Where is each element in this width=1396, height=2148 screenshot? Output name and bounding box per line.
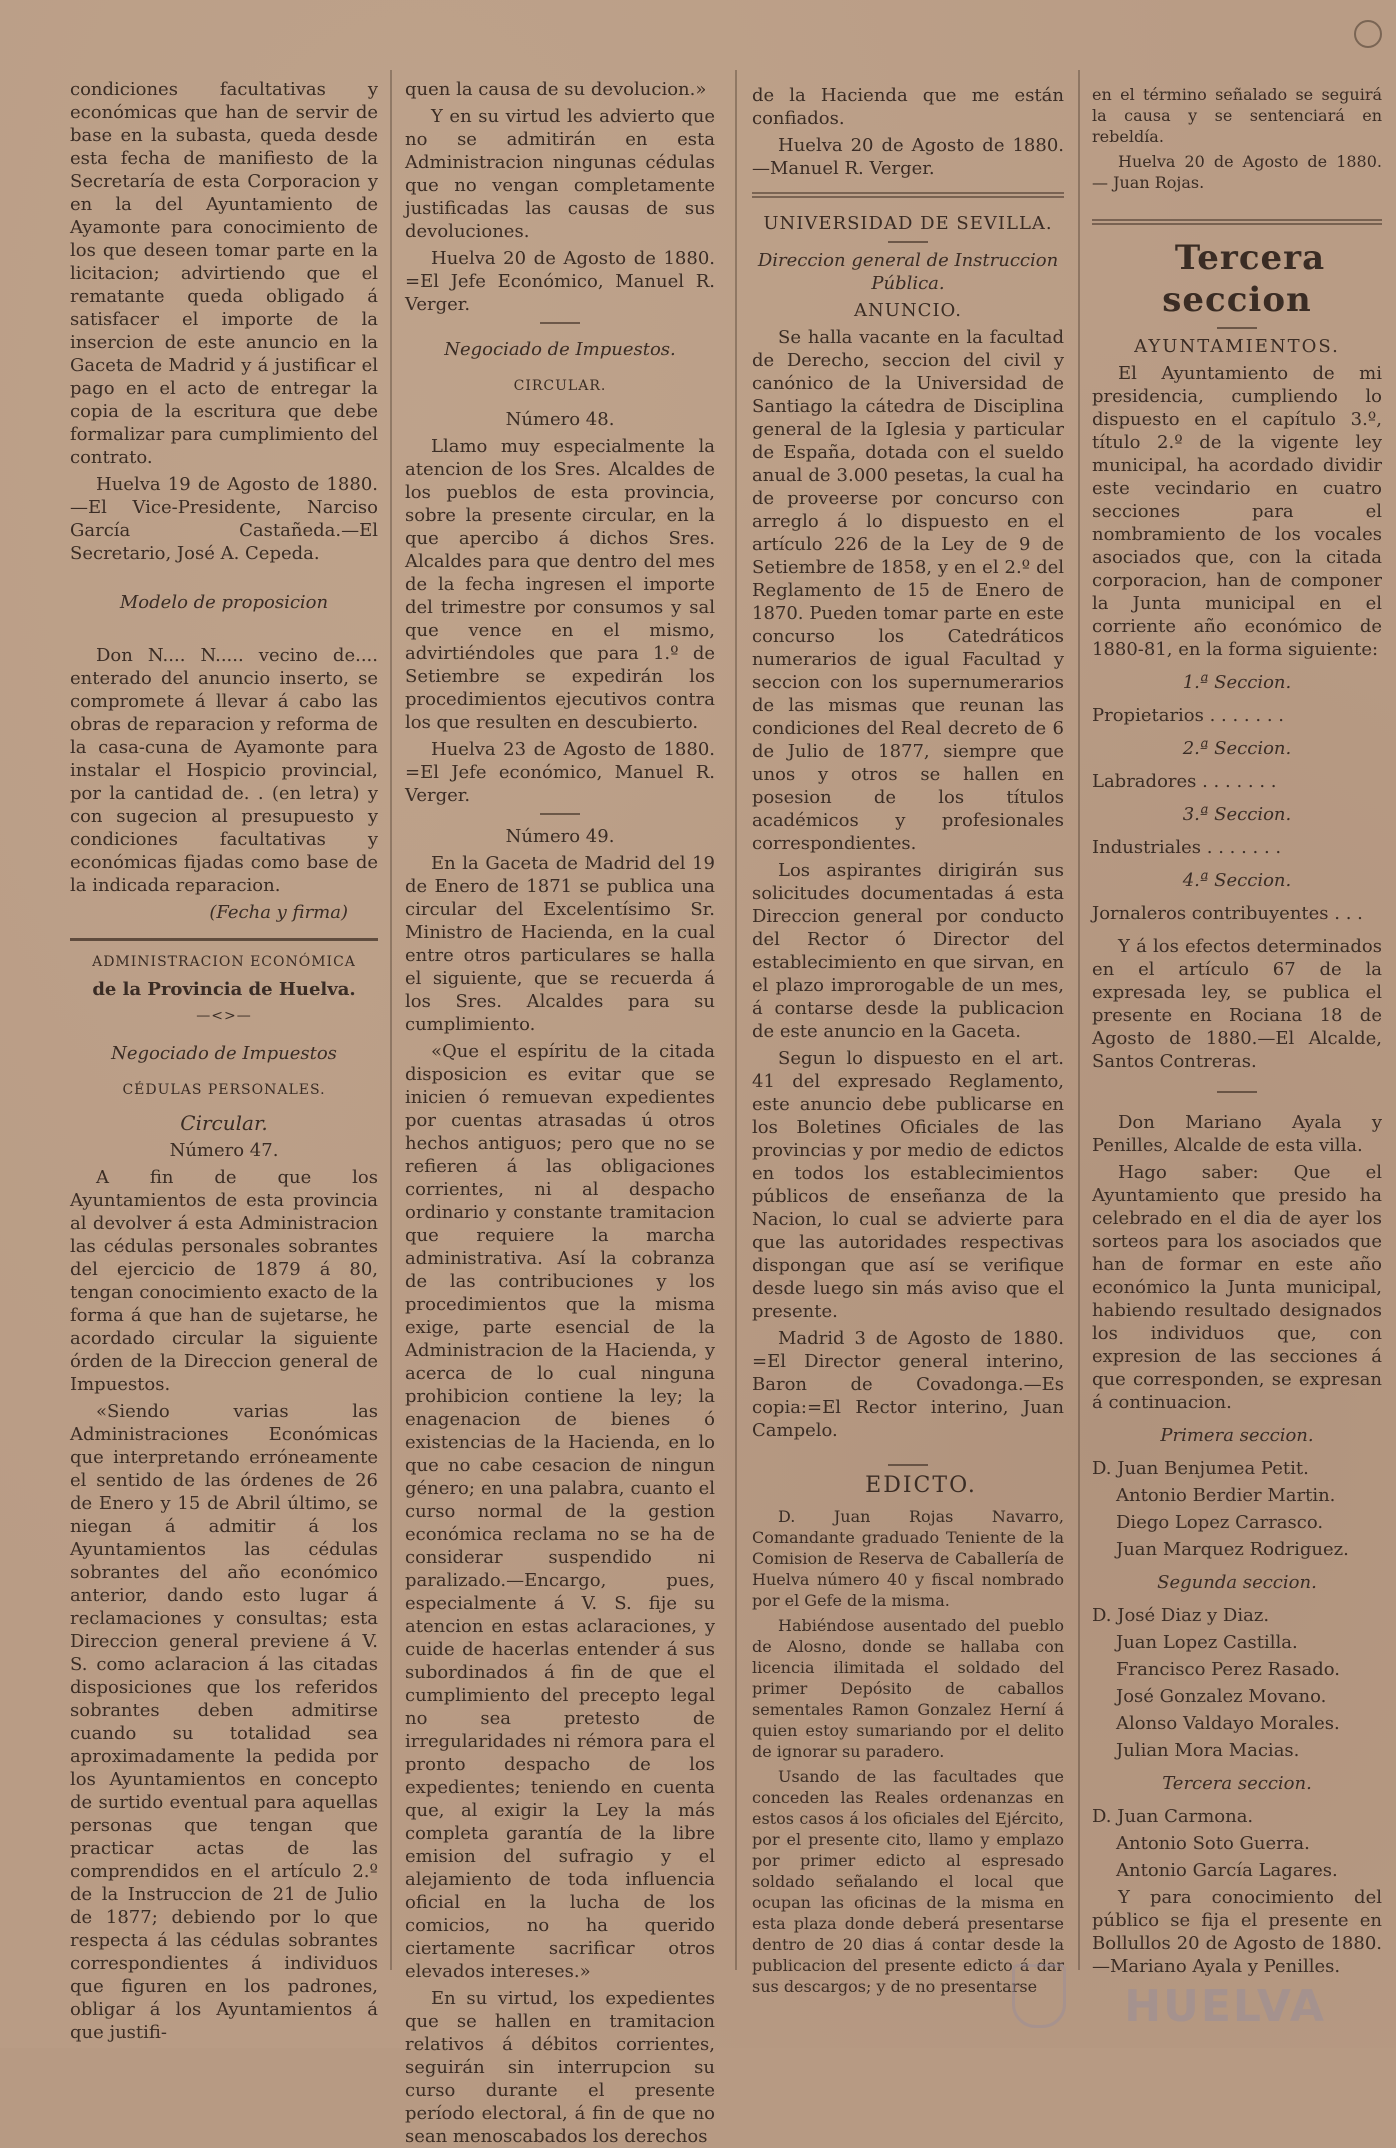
column-4 [1092, 84, 1382, 2034]
section-heading: ADMINISTRACION ECONÓMICA [92, 954, 356, 970]
list-item: Alonso Valdayo Morales. [1116, 1713, 1340, 1734]
section-label: Segunda seccion. [1157, 1572, 1317, 1593]
section-heading: Modelo de proposicion [119, 592, 329, 613]
paragraph: D. Juan Rojas Navarro, Comandante graduado Teniente de la Comision de Reserva de Caballería de Huelva número 40 y fiscal nombrado por el Gefe de la misma. [752, 1507, 1064, 1610]
list-item: Juan Marquez Rodriguez. [1116, 1539, 1349, 1560]
paragraph: A fin de que los Ayuntamientos de esta provincia al devolver á esta Administracion las cédulas personales sobrantes del ejercicio de 1879 á 80, tengan conocimiento exacto de la forma á que han de sujetarse, he acordado circular la siguiente órden de la Direccion general de Impuestos. [70, 1167, 378, 1395]
section-subheading: Direccion general de Instruccion Pública. [757, 250, 1059, 294]
section-heading: Negociado de Impuestos [111, 1043, 337, 1064]
list-item: Antonio García Lagares. [1116, 1860, 1338, 1881]
column-rule [1078, 70, 1080, 1970]
column-3 [752, 84, 1064, 2034]
section-heading: CÉDULAS PERSONALES. [122, 1082, 326, 1098]
section-subheading: de la Provincia de Huelva. [92, 979, 356, 1000]
signature-paragraph: Huelva 20 de Agosto de 1880. — Juan Rojas. [1092, 152, 1382, 192]
list-item: D. Juan Carmona. [1092, 1806, 1254, 1827]
paragraph: Y en su virtud les advierto que no se admitirán en esta Administracion ningunas cédulas que no vengan completamente justificadas las causas de sus devoluciones. [405, 106, 715, 242]
section-label: 2.ª Seccion. [1182, 738, 1292, 759]
section-entry: Labradores . . . . . . . [1092, 771, 1277, 792]
list-item: D. Juan Benjumea Petit. [1092, 1458, 1309, 1479]
paragraph: «Que el espíritu de la citada disposicion es evitar que se inicien ó remuevan expedientes por cuentas atrasadas ú otros hechos antiguos; pero que no se refieren á las obligaciones corrientes, ni al despacho ordinario y constante tramitacion que requiere la marcha administrativa. Así la cobranza de las contribuciones y los procedimientos que la misma exige, parte esencial de la Administracion de la Hacienda, y acerca de lo cual ninguna prohibicion contiene la ley; la enagenacion de bienes ó existencias de la Hacienda, en lo que no cabe cesacion de ningun género; en una palabra, cuanto el curso normal de la gestion económica reclama no se ha de considerar suspendido ni paralizado.—Encargo, pues, especialmente á V. S. fije su atencion en estas aclaraciones, y cuide de hacerlas entender á sus subordinados á fin de que el cumplimiento del precepto legal no sea pretesto de irregularidades ni rémora para el pronto despacho de los expedientes; teniendo en cuenta que, al exigir la Ley la más completa garantía de la libre emision del sufragio y el alejamiento de toda influencia oficial en la lucha de los comicios, no ha querido ciertamente sacrificar otros elevados intereses.» [405, 1041, 715, 1982]
section-heading: EDICTO. [865, 1473, 977, 1498]
short-rule [1217, 1091, 1257, 1093]
paragraph: Hago saber: Que el Ayuntamiento que presido ha celebrado en el dia de ayer los sorteos para los asociados que han de formar en este año económico la Junta municipal, habiendo resultado designados los individuos que, con expresion de las secciones á que corresponden, se expresan á continuacion. [1092, 1162, 1382, 1413]
section-heading: CIRCULAR. [513, 378, 607, 394]
page-section-title: Tercera seccion [1162, 238, 1326, 320]
paragraph: En la Gaceta de Madrid del 19 de Enero de 1871 se publica una circular del Excelentísimo Sr. Ministro de Hacienda, en la cual entre otros particulares se halla el siguiente, que se recuerda á los Sres. Alcaldes para su cumplimiento. [405, 853, 715, 1035]
edict-body [752, 1506, 1064, 1997]
section-entry: Industriales . . . . . . . [1092, 837, 1282, 858]
list-item: Juan Lopez Castilla. [1116, 1632, 1298, 1653]
signature-paragraph: Huelva 20 de Agosto de 1880. =El Jefe Económico, Manuel R. Verger. [405, 248, 715, 315]
paragraph: Los aspirantes dirigirán sus solicitudes documentadas á esta Direccion general por conducto del Rector ó Director del establecimiento en que sirvan, en el plazo improrogable de un mes, á contarse desde la publicacion de este anuncio en la Gaceta. [752, 860, 1064, 1042]
list-item: Julian Mora Macias. [1116, 1740, 1300, 1761]
short-rule [540, 813, 580, 815]
section-heading: UNIVERSIDAD DE SEVILLA. [763, 213, 1053, 234]
divider [1092, 219, 1382, 225]
ornament: —<>— [196, 1008, 252, 1024]
paragraph: Don Mariano Ayala y Penilles, Alcalde de esta villa. [1092, 1112, 1382, 1156]
short-rule [1217, 327, 1257, 329]
paragraph: Llamo muy especialmente la atencion de los Sres. Alcaldes de los pueblos de esta provincia, sobre la presente circular, en la que apercibo á dichos Sres. Alcaldes para que dentro del mes de la fecha ingresen el importe del trimestre por consumos y sal que vence en el mismo, advirtiéndoles que para 1.º de Setiembre se expedirán los procedimientos ejecutivos contra los que resulten en descubierto. [405, 436, 715, 733]
signature-paragraph: Madrid 3 de Agosto de 1880. =El Director general interino, Baron de Covadonga.—Es copia:=El Rector interino, Juan Campelo. [752, 1328, 1064, 1441]
section-number: Número 47. [169, 1140, 279, 1161]
paragraph: en el término señalado se seguirá la causa y se sentenciará en rebeldía. [1092, 85, 1382, 146]
page-corner-mark [1354, 20, 1382, 48]
paragraph: Se halla vacante en la facultad de Derecho, seccion del civil y canónico de la Universidad de Santiago la cátedra de Disciplina general de la Iglesia y particular de España, dotada con el sueldo anual de 3.000 pesetas, la cual ha de proveerse por concurso con arreglo á lo dispuesto en el artículo 226 de la Ley de 9 de Setiembre de 1858, y en el 2.º del Reglamento de 15 de Enero de 1870. Pueden tomar parte en este concurso los Catedráticos numerarios de igual Facultad y seccion con los supernumerarios de las mismas que reunan las condiciones del Real decreto de 6 de Julio de 1877, siempre que unos y otros se hallen en posesion de los títulos académicos y profesionales correspondientes. [752, 327, 1064, 854]
paragraph: quen la causa de su devolucion.» [405, 79, 707, 100]
paragraph: Usando de las facultades que conceden las Reales ordenanzas en estos casos á los oficiales del Ejército, por el presente cito, llamo y emplazo por primer edicto al espresado soldado señalando el local que ocupan las oficinas de la misma en esta plaza donde deberá presentarse dentro de 20 dias á contar desde la publicacion del presente edicto á dar sus descargos; y de no presentarse [752, 1767, 1064, 1996]
column-rule [735, 70, 737, 1970]
section-label: Tercera seccion. [1162, 1773, 1312, 1794]
paragraph: condiciones facultativas y económicas que han de servir de base en la subasta, queda desde esta fecha de manifiesto de la Secretaría de esta Corporacion y en la del Ayuntamiento de Ayamonte para conocimiento de los que deseen tomar parte en la licitacion; advirtiendo que el rematante queda obligado á satisfacer el importe de la insercion de este anuncio en la Gaceta de Madrid y á justificar el pago en el acto de entregar la copia de la escritura que debe formalizar para cumplimiento del contrato. [70, 79, 378, 468]
paragraph: Y para conocimiento del público se fija el presente en Bollullos 20 de Agosto de 1880.—Mariano Ayala y Penilles. [1092, 1887, 1382, 1977]
paragraph: En su virtud, los expedientes que se hallen en tramitacion relativos á débitos corrientes, seguirán sin interrupcion su curso durante el presente período electoral, á fin de que no sean menoscabados los derechos [405, 1988, 715, 2147]
section-label: 3.ª Seccion. [1182, 804, 1292, 825]
list-item: Diego Lopez Carrasco. [1116, 1512, 1324, 1533]
section-label: 4.ª Seccion. [1182, 870, 1292, 891]
paragraph: de la Hacienda que me están confiados. [752, 85, 1064, 129]
list-item: Francisco Perez Rasado. [1116, 1659, 1340, 1680]
short-rule [888, 1464, 928, 1466]
signature-note: (Fecha y firma) [209, 902, 348, 923]
paragraph: «Siendo varias las Administraciones Económicas que interpretando erróneamente el sentido de las órdenes de 26 de Enero y 15 de Abril último, se niegan á admitir á los Ayuntamientos las cédulas sobrantes del año económico anterior, dando esto lugar á reclamaciones y consultas; esta Direccion general previene á V. S. como aclaracion á las citadas disposiciones que los referidos sobrantes deben admitirse cuando su totalidad sea aproximadamente la pedida por los Ayuntamientos en concepto de surtido eventual para aquellas personas que tengan que practicar actas de las comprendidos en el artículo 2.º de la Instruccion de 21 de Julio de 1877; debiendo por lo que respecta á las cédulas sobrantes correspondientes á individuos que figuren en los padrones, obligar á los Ayuntamientos á que justifi- [70, 1401, 378, 2043]
column-1 [70, 78, 378, 2043]
section-label: Primera seccion. [1160, 1425, 1314, 1446]
signature-paragraph: Huelva 20 de Agosto de 1880. —Manuel R. Verger. [752, 135, 1064, 179]
watermark: HUELVA [1124, 1981, 1326, 2032]
paragraph: El Ayuntamiento de mi presidencia, cumpliendo lo dispuesto en el capítulo 3.º, título 2.º de la vigente ley municipal, ha acordado dividir este vecindario en cuatro secciones para el nombramiento de los vocales asociados que, con la citada corporacion, han de componer la Junta municipal en el corriente año económico de 1880-81, en la forma siguiente: [1092, 363, 1382, 660]
short-rule [888, 241, 928, 243]
paragraph: Habiéndose ausentado del pueblo de Alosno, donde se hallaba con licencia ilimitada el soldado del primer Depósito de caballos sementales Ramon Gonzalez Herní á quien estoy sumariando por el delito de ignorar su paradero. [752, 1616, 1064, 1761]
list-item: Antonio Soto Guerra. [1116, 1833, 1310, 1854]
paragraph: Segun lo dispuesto en el art. 41 del expresado Reglamento, este anuncio debe publicarse en los Boletines Oficiales de las provincias y por medio de edictos en todos los establecimientos públicos de enseñanza de la Nacion, lo cual se advierte para que las autoridades respectivas dispongan que así se verifique desde luego sin más aviso que el presente. [752, 1048, 1064, 1322]
section-heading: AYUNTAMIENTOS. [1134, 336, 1340, 357]
section-heading: ANUNCIO. [854, 300, 962, 321]
signature-paragraph: Huelva 19 de Agosto de 1880. —El Vice-Presidente, Narciso García Castañeda.—El Secretario, José A. Cepeda. [70, 474, 378, 564]
list-item: José Gonzalez Movano. [1116, 1686, 1327, 1707]
divider [752, 192, 1064, 198]
list-item: Antonio Berdier Martin. [1116, 1485, 1336, 1506]
divider [70, 938, 378, 941]
section-number: Número 48. [505, 409, 615, 430]
column-rule [390, 70, 392, 1970]
signature-paragraph: Huelva 23 de Agosto de 1880. =El Jefe económico, Manuel R. Verger. [405, 739, 715, 806]
section-entry: Propietarios . . . . . . . [1092, 705, 1284, 726]
paragraph: Don N.... N..... vecino de.... enterado del anuncio inserto, se compromete á llevar á cabo las obras de reparacion y reforma de la casa-cuna de Ayamonte para instalar el Hospicio provincial, por la cantidad de. . (en letra) y con sugecion al presupuesto y condiciones facultativas y económicas fijadas como base de la indicada reparacion. [70, 645, 378, 896]
section-heading: Circular. [180, 1111, 268, 1135]
section-entry: Jornaleros contribuyentes . . . [1092, 903, 1363, 924]
short-rule [540, 322, 580, 324]
shield-icon [1012, 1964, 1066, 2028]
edict-end [1092, 84, 1382, 193]
section-heading: Negociado de Impuestos. [444, 339, 676, 360]
list-item: D. José Diaz y Diaz. [1092, 1605, 1270, 1626]
column-2 [405, 78, 715, 2147]
section-label: 1.ª Seccion. [1182, 672, 1292, 693]
section-number: Número 49. [505, 826, 615, 847]
paragraph: Y á los efectos determinados en el artículo 67 de la expresada ley, se publica el presente en Rociana 18 de Agosto de 1880.—El Alcalde, Santos Contreras. [1092, 936, 1382, 1072]
